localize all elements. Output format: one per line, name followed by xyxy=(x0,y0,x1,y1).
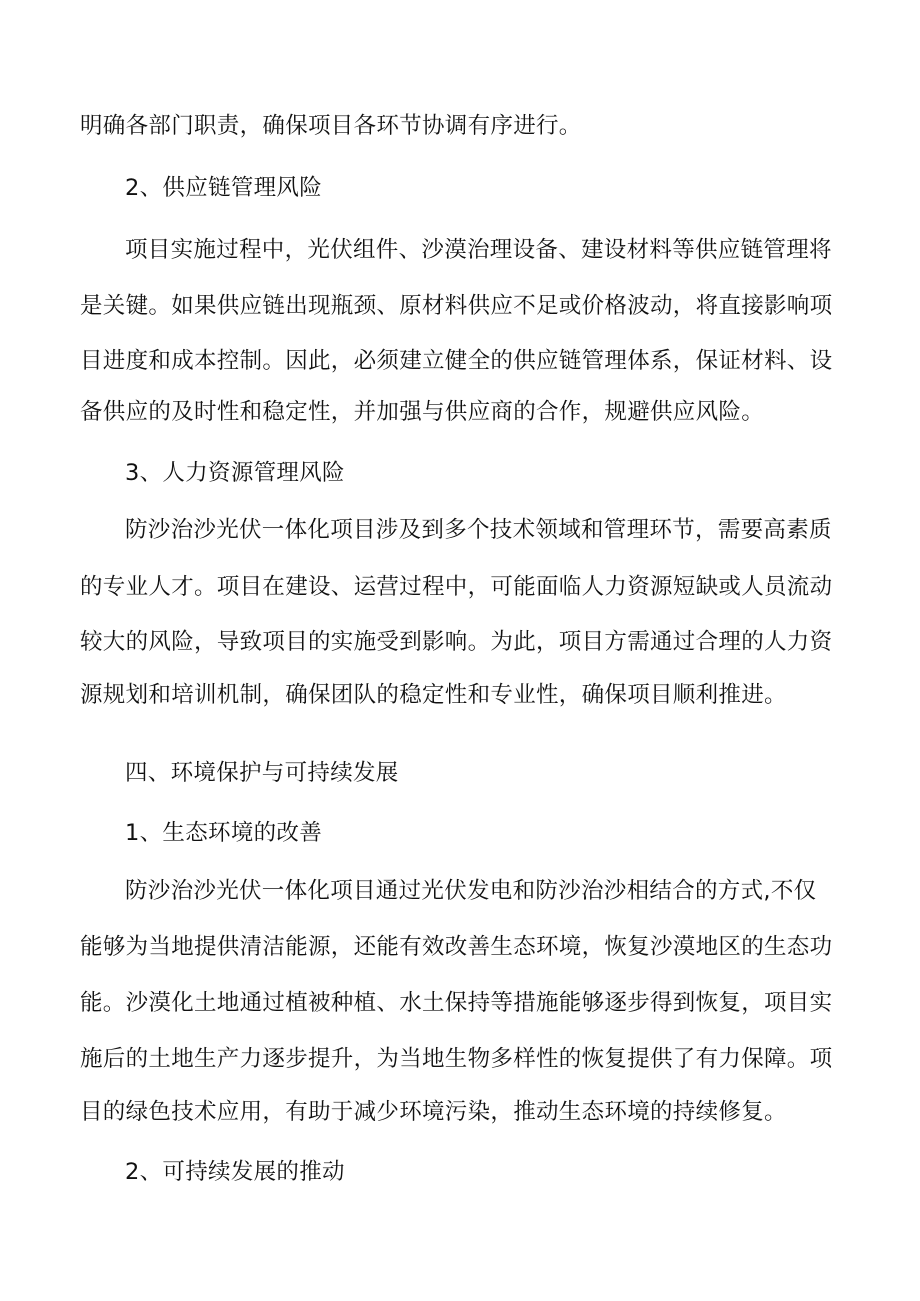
section-heading-sustainability: 2、可持续发展的推动 xyxy=(125,1159,345,1185)
paragraph-line: 的专业人才。项目在建设、运营过程中，可能面临人力资源短缺或人员流动 xyxy=(80,574,833,600)
paragraph-line: 备供应的及时性和稳定性，并加强与供应商的合作，规避供应风险。 xyxy=(80,399,765,425)
chapter-heading-environment: 四、环境保护与可持续发展 xyxy=(125,760,399,786)
section-heading-hr-risk: 3、人力资源管理风险 xyxy=(125,460,345,486)
paragraph-line: 目的绿色技术应用，有助于减少环境污染，推动生态环境的持续修复。 xyxy=(80,1099,787,1125)
paragraph-line: 防沙治沙光伏一体化项目涉及到多个技术领域和管理环节，需要高素质 xyxy=(125,517,832,543)
paragraph-line: 目进度和成本控制。因此，必须建立健全的供应链管理体系，保证材料、设 xyxy=(80,348,833,374)
paragraph-line: 能够为当地提供清洁能源，还能有效改善生态环境，恢复沙漠地区的生态功 xyxy=(80,934,833,960)
section-heading-ecology: 1、生态环境的改善 xyxy=(125,820,323,846)
paragraph-line: 明确各部门职责，确保项目各环节协调有序进行。 xyxy=(80,113,582,139)
paragraph-line: 源规划和培训机制，确保团队的稳定性和专业性，确保项目顺利推进。 xyxy=(80,682,787,708)
paragraph-line: 是关键。如果供应链出现瓶颈、原材料供应不足或价格波动，将直接影响项 xyxy=(80,293,833,319)
paragraph-line: 能。沙漠化土地通过植被种植、水土保持等措施能够逐步得到恢复，项目实 xyxy=(80,990,833,1016)
paragraph-line: 防沙治沙光伏一体化项目通过光伏发电和防沙治沙相结合的方式,不仅 xyxy=(125,878,817,904)
paragraph-line: 较大的风险，导致项目的实施受到影响。为此，项目方需通过合理的人力资 xyxy=(80,629,833,655)
paragraph-line: 施后的土地生产力逐步提升，为当地生物多样性的恢复提供了有力保障。项 xyxy=(80,1046,833,1072)
paragraph-line: 项目实施过程中，光伏组件、沙漠治理设备、建设材料等供应链管理将 xyxy=(125,237,832,263)
section-heading-supply-chain-risk: 2、供应链管理风险 xyxy=(125,175,323,201)
